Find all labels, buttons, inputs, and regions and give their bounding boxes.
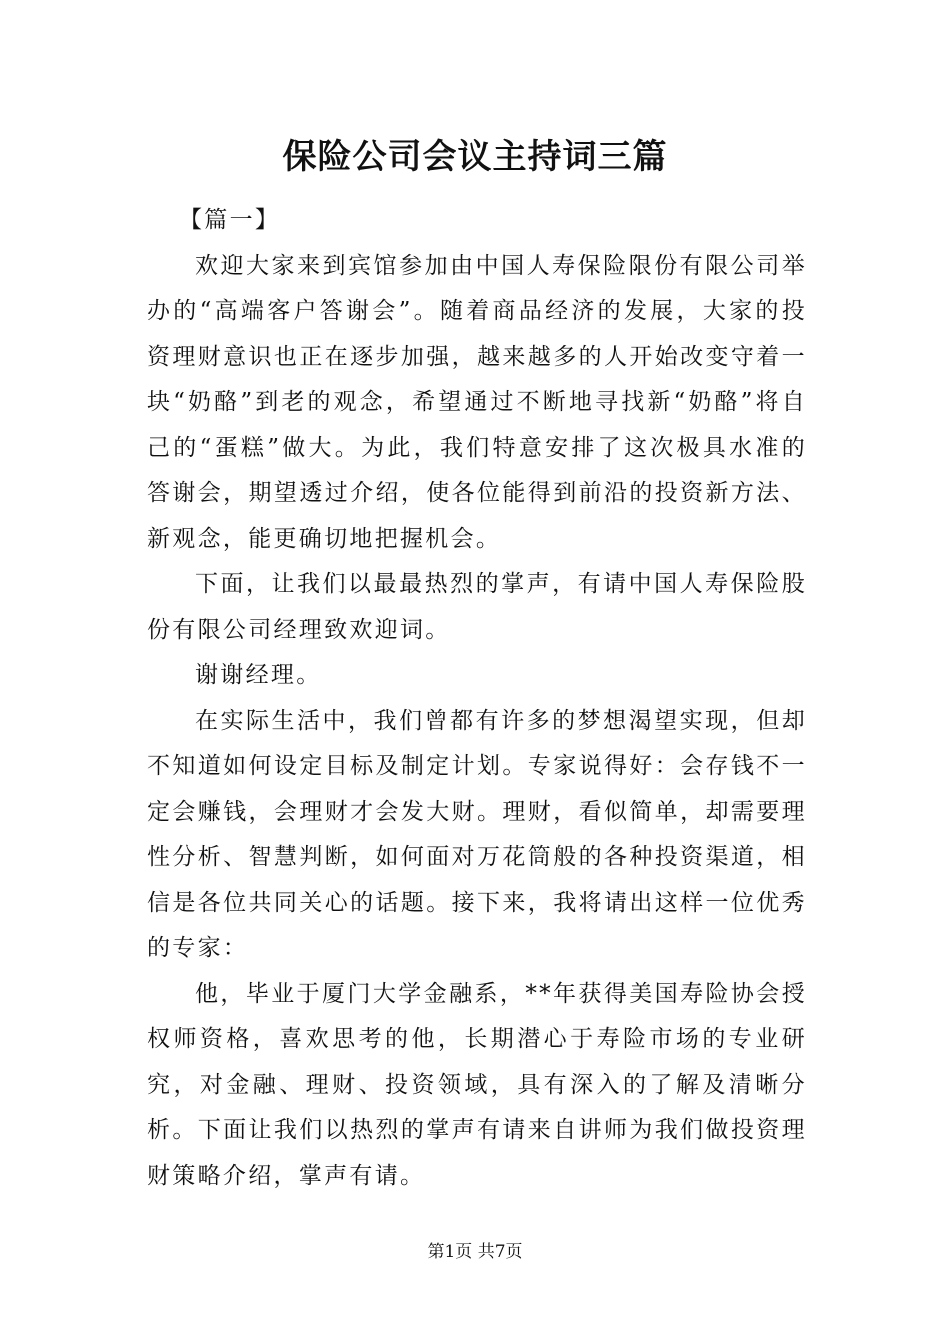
section-heading: 【篇一】 — [179, 207, 281, 233]
paragraph-thanks: 谢谢经理。 — [195, 662, 322, 688]
document-title: 保险公司会议主持词三篇 — [282, 137, 668, 177]
document-body — [147, 198, 807, 1199]
paragraph-speaker-bio: 他，毕业于厦门大学金融系，**年获得美国寿险协会授权师资格，喜欢思考的他，长期潜心于寿险市场的专业研究，对金融、理财、投资领域，具有深入的了解及清晰分析。下面让我们以热烈的掌声有请来自讲师为我们做投资理财策略介绍，掌声有请。 — [147, 980, 807, 1189]
paragraph-manager-invite: 下面，让我们以最最热烈的掌声，有请中国人寿保险股份有限公司经理致欢迎词。 — [147, 571, 807, 643]
paragraph-welcome: 欢迎大家来到宾馆参加由中国人寿保险限份有限公司举办的“高端客户答谢会”。随着商品经济的发展，大家的投资理财意识也正在逐步加强，越来越多的人开始改变守着一块“奶酪”到老的观念，希望通过不断地寻找新“奶酪”将自己的“蛋糕”做大。为此，我们特意安排了这次极具水准的答谢会，期望透过介绍，使各位能得到前沿的投资新方法、新观念，能更确切地把握机会。 — [147, 252, 807, 552]
page-footer: 第1页 共7页 — [427, 1242, 523, 1262]
paragraph-expert-intro: 在实际生活中，我们曾都有许多的梦想渴望实现，但却不知道如何设定目标及制定计划。专家说得好：会存钱不一定会赚钱，会理财才会发大财。理财，看似简单，却需要理性分析、智慧判断，如何面对万花筒般的各种投资渠道，相信是各位共同关心的话题。接下来，我将请出这样一位优秀的专家： — [147, 707, 807, 961]
